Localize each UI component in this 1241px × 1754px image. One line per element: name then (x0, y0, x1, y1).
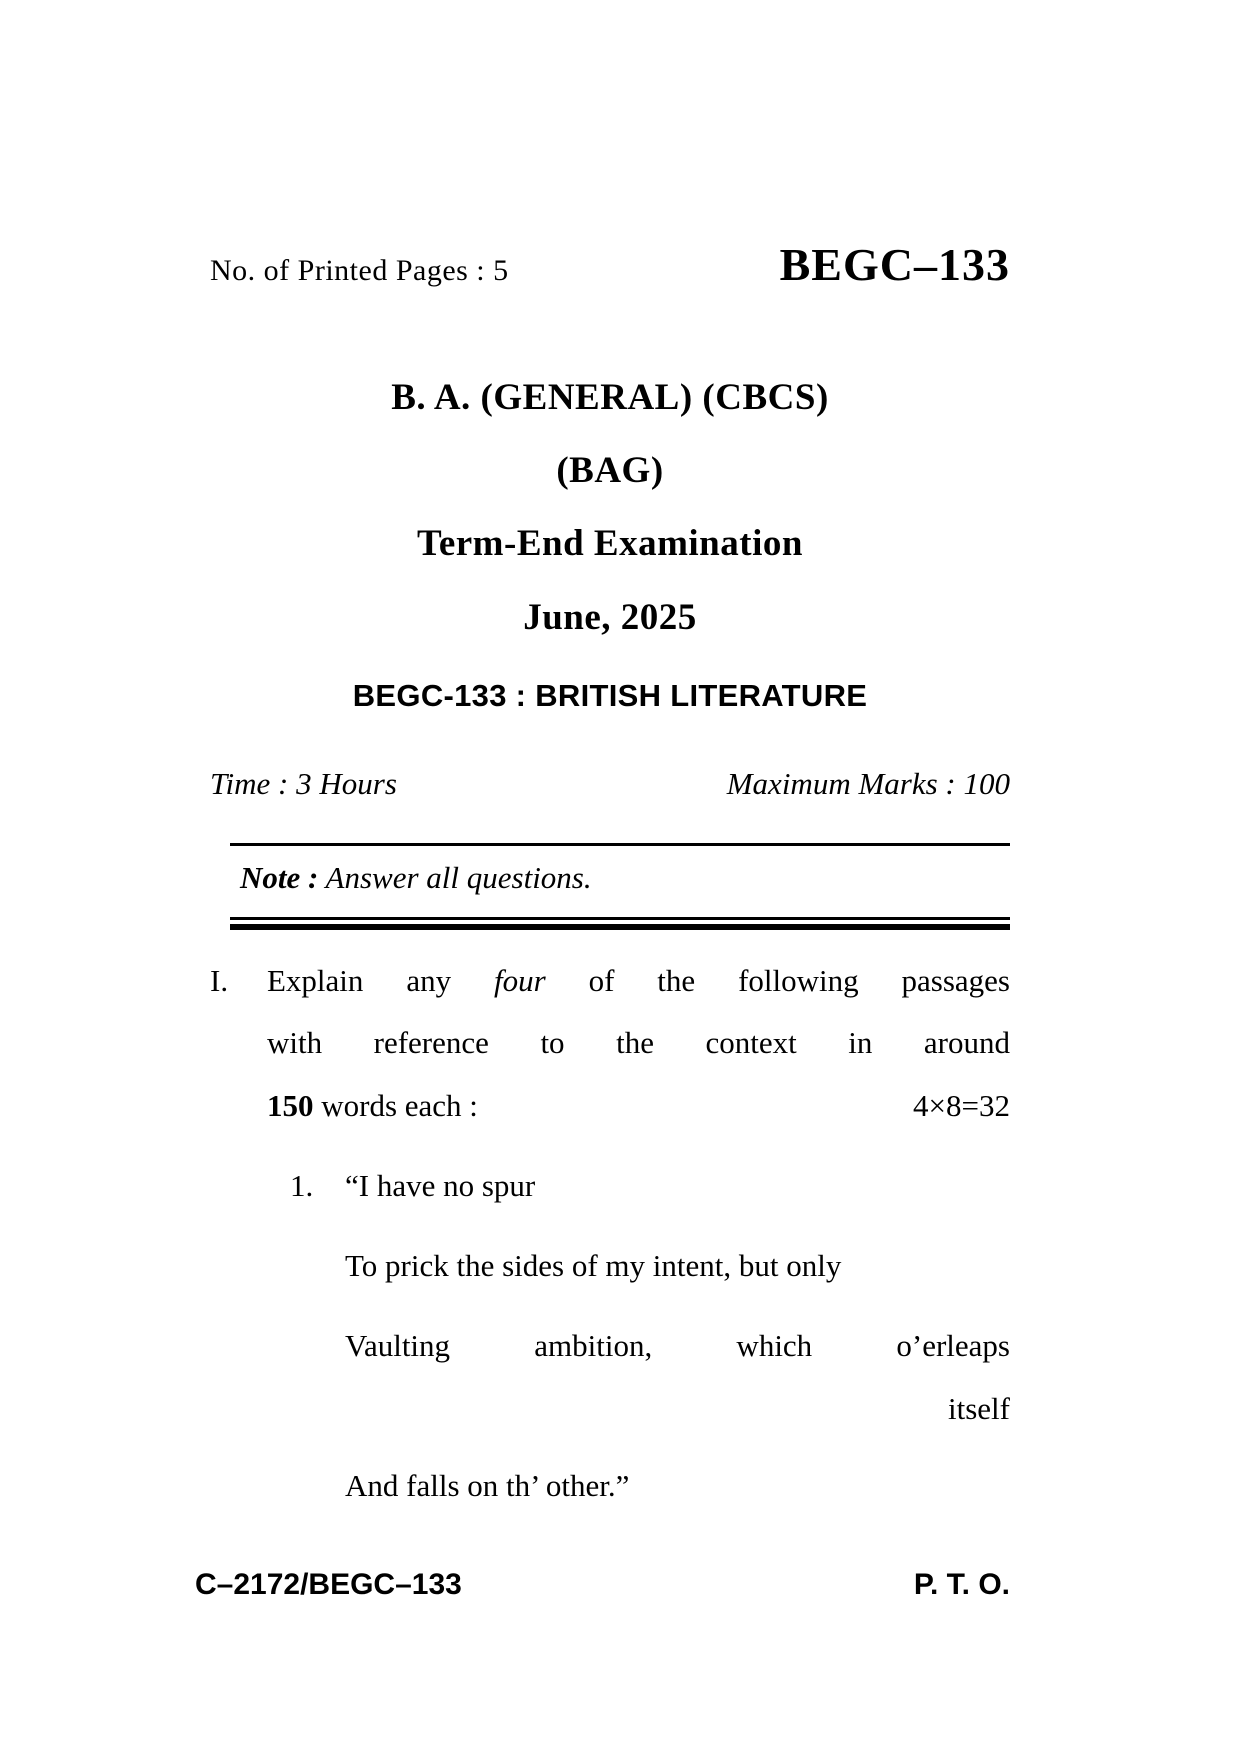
degree-title: B. A. (GENERAL) (CBCS) (391, 377, 829, 418)
section-1-number: I. (210, 963, 229, 998)
program-title: (BAG) (556, 450, 664, 491)
divider-double-rule (230, 917, 1010, 930)
exam-title: Term-End Examination (417, 523, 803, 564)
section-1-line-2: with reference to the context in around (267, 1025, 1010, 1060)
section-1 (210, 963, 1010, 1163)
question-1-passage-line-2: To prick the sides of my intent, but only (345, 1248, 842, 1283)
section-1-marks: 4×8=32 (913, 1088, 1010, 1123)
section-1-line-1-a: Explain any (267, 963, 494, 998)
question-1-passage-line-1: “I have no spur (345, 1168, 536, 1203)
course-subject-title: BEGC-133 : BRITISH LITERATURE (352, 678, 868, 713)
exam-meta-row (210, 766, 1010, 802)
note-text: Answer all questions. (318, 860, 592, 895)
section-1-line-1 (267, 963, 1010, 999)
section-1-line-3-rest: words each : (313, 1088, 478, 1123)
section-1-line-3 (267, 1088, 1010, 1124)
question-1-number: 1. (290, 1168, 314, 1203)
note-row (240, 860, 1010, 896)
question-1-passage-line-4: itself (948, 1391, 1010, 1426)
page-footer (195, 1568, 1010, 1602)
maximum-marks: Maximum Marks : 100 (726, 766, 1010, 801)
page-header (210, 238, 1010, 291)
time-allowed: Time : 3 Hours (210, 766, 397, 801)
paper-code: BEGC–133 (779, 239, 1010, 290)
question-1 (210, 1168, 1010, 1528)
question-1-passage-line-3: Vaulting ambition, which o’erleaps (345, 1328, 1010, 1363)
pto-label: P. T. O. (913, 1568, 1010, 1601)
note-label: Note : (240, 860, 319, 895)
printed-pages-label: No. of Printed Pages : 5 (210, 254, 509, 287)
divider-single-rule (230, 843, 1010, 846)
section-1-line-3-left (267, 1088, 478, 1124)
word-count: 150 (267, 1088, 314, 1123)
section-1-line-1-b: four (493, 963, 546, 998)
section-1-line-1-c: of the following passages (545, 963, 1010, 998)
footer-paper-reference: C–2172/BEGC–133 (195, 1568, 462, 1601)
exam-session: June, 2025 (523, 597, 697, 638)
question-1-passage-line-5: And falls on th’ other.” (345, 1468, 630, 1503)
